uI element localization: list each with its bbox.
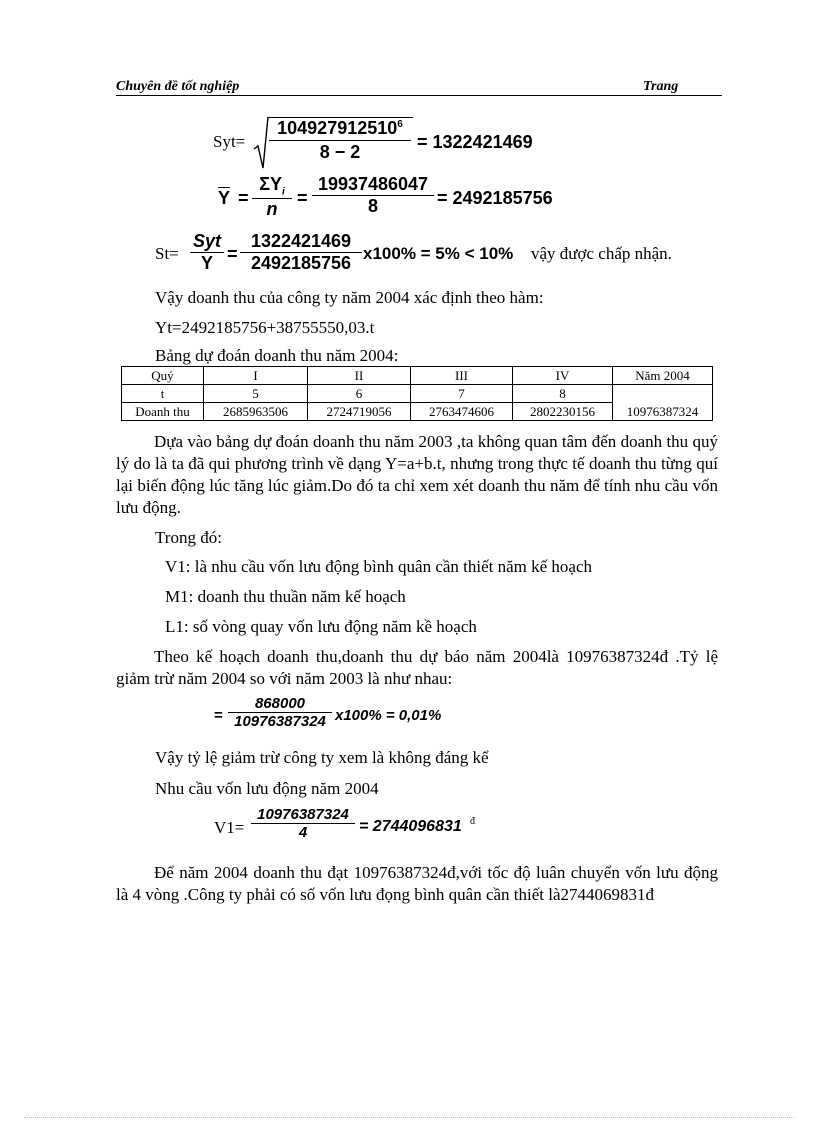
ybar-n: n: [266, 198, 278, 219]
text-negligible: Vậy tỷ lệ giảm trừ công ty xem là không đáng kể: [155, 748, 489, 767]
table-row-t: [122, 385, 713, 403]
ratio-result: x100% = 0,01%: [335, 707, 442, 724]
st-numerator: 1322421469: [250, 231, 352, 251]
st-fraction-2: [240, 231, 362, 274]
page-bottom-border: [24, 1117, 794, 1118]
table-cell: 6: [308, 385, 411, 403]
text-function-equation: Yt=2492185756+38755550,03.t: [155, 318, 375, 337]
table-cell: III: [411, 367, 513, 385]
table-cell: 2724719056: [308, 403, 411, 421]
header-page-label: Trang: [643, 79, 679, 94]
table-cell: 10976387324: [613, 385, 713, 421]
syt-denominator: 8 − 2: [319, 142, 361, 162]
v1-denominator: 4: [298, 824, 308, 841]
ybar-denominator: 8: [367, 196, 378, 216]
table-cell: I: [204, 367, 308, 385]
ybar-symbol: $\overline{Y}$: [218, 188, 231, 208]
table-cell: Quý: [122, 367, 204, 385]
syt-numerator: 104927912510: [277, 118, 398, 138]
syt-exponent: 6: [397, 119, 403, 130]
ybar-result: = 2492185756: [437, 188, 553, 208]
st-fraction: [190, 231, 224, 274]
table-cell: 2763474606: [411, 403, 513, 421]
st-denominator: 2492185756: [250, 253, 352, 273]
table-cell: Doanh thu: [122, 403, 204, 421]
syt-fraction: [265, 118, 415, 163]
st-syt: Syt: [192, 231, 221, 251]
ybar-sum-label: ΣY: [259, 174, 283, 194]
ybar-fraction: [252, 174, 292, 220]
table-cell: t: [122, 385, 204, 403]
text-where: Trong đó:: [155, 528, 222, 547]
paragraph-plan: Theo kế hoạch doanh thu,doanh thu dự báo năm 2004là 10976387324đ .Tỷ lệ giảm trừ năm 2004 so với năm 2003 là như nhau:: [116, 647, 718, 688]
ratio-equals: =: [214, 707, 223, 724]
v1-fraction: [251, 806, 355, 841]
st-result: x100% = 5% < 10%: [363, 244, 514, 263]
v1-unit: đ: [470, 816, 475, 827]
table-cell: 5: [204, 385, 308, 403]
st-conclusion: vậy được chấp nhận.: [531, 244, 672, 263]
ybar-numerator: 19937486047: [317, 174, 429, 194]
table-row-header: [122, 367, 713, 385]
ratio-fraction: [228, 695, 332, 730]
table-cell: IV: [513, 367, 613, 385]
table-cell: II: [308, 367, 411, 385]
ybar-equals: =: [238, 188, 249, 208]
syt-label: Syt=: [213, 132, 246, 151]
table-cell: 7: [411, 385, 513, 403]
header-title: Chuyên đề tốt nghiệp: [116, 79, 240, 94]
paragraph-analysis: Dựa vào bảng dự đoán doanh thu năm 2003 ,ta không quan tâm đến doanh thu quý lý do là ta đã qui phương trình về dạng Y=a+b.t, nhưng trong thực tế doanh thu từng quí lại biến động lúc tăng lúc giảm.Do đó ta chỉ xem xét doanh thu năm để tính nhu cầu vốn lưu động.: [116, 432, 718, 517]
v1-label: V1=: [214, 818, 245, 837]
table-cell: 8: [513, 385, 613, 403]
text-def-v1: V1: là nhu cầu vốn lưu động bình quân cần thiết năm kế hoạch: [165, 557, 593, 576]
header-rule: [116, 95, 722, 96]
text-capital-need: Nhu cầu vốn lưu động năm 2004: [155, 779, 379, 798]
ybar-sub-i: i: [282, 186, 285, 198]
syt-result: = 1322421469: [417, 132, 533, 152]
st-label: St=: [155, 244, 179, 263]
paragraph-conclusion: Để năm 2004 doanh thu đạt 10976387324đ,với tốc độ luân chuyển vốn lưu động là 4 vòng .Công ty phải có số vốn lưu đọng bình quân cần thiết là2744069831đ: [116, 863, 718, 904]
st-equals: =: [227, 244, 238, 264]
v1-result: = 2744096831: [359, 818, 462, 835]
table-cell: 2802230156: [513, 403, 613, 421]
table-cell: 2685963506: [204, 403, 308, 421]
text-def-l1: L1: số vòng quay vốn lưu động năm kề hoạch: [165, 617, 477, 636]
text-table-caption: Bảng dự đoán doanh thu năm 2004:: [155, 346, 399, 365]
st-ybar: $\overline{Y}$: [200, 253, 213, 273]
text-def-m1: M1: doanh thu thuần năm kế hoạch: [165, 587, 406, 606]
table-cell: Năm 2004: [613, 367, 713, 385]
forecast-table: [121, 366, 713, 421]
ratio-numerator: 868000: [254, 695, 306, 712]
text-function-intro: Vậy doanh thu của công ty năm 2004 xác định theo hàm:: [155, 288, 544, 307]
ybar-equals-2: =: [297, 188, 308, 208]
ybar-fraction-2: [312, 174, 434, 217]
v1-numerator: 10976387324: [257, 806, 349, 823]
ratio-denominator: 10976387324: [234, 713, 326, 730]
